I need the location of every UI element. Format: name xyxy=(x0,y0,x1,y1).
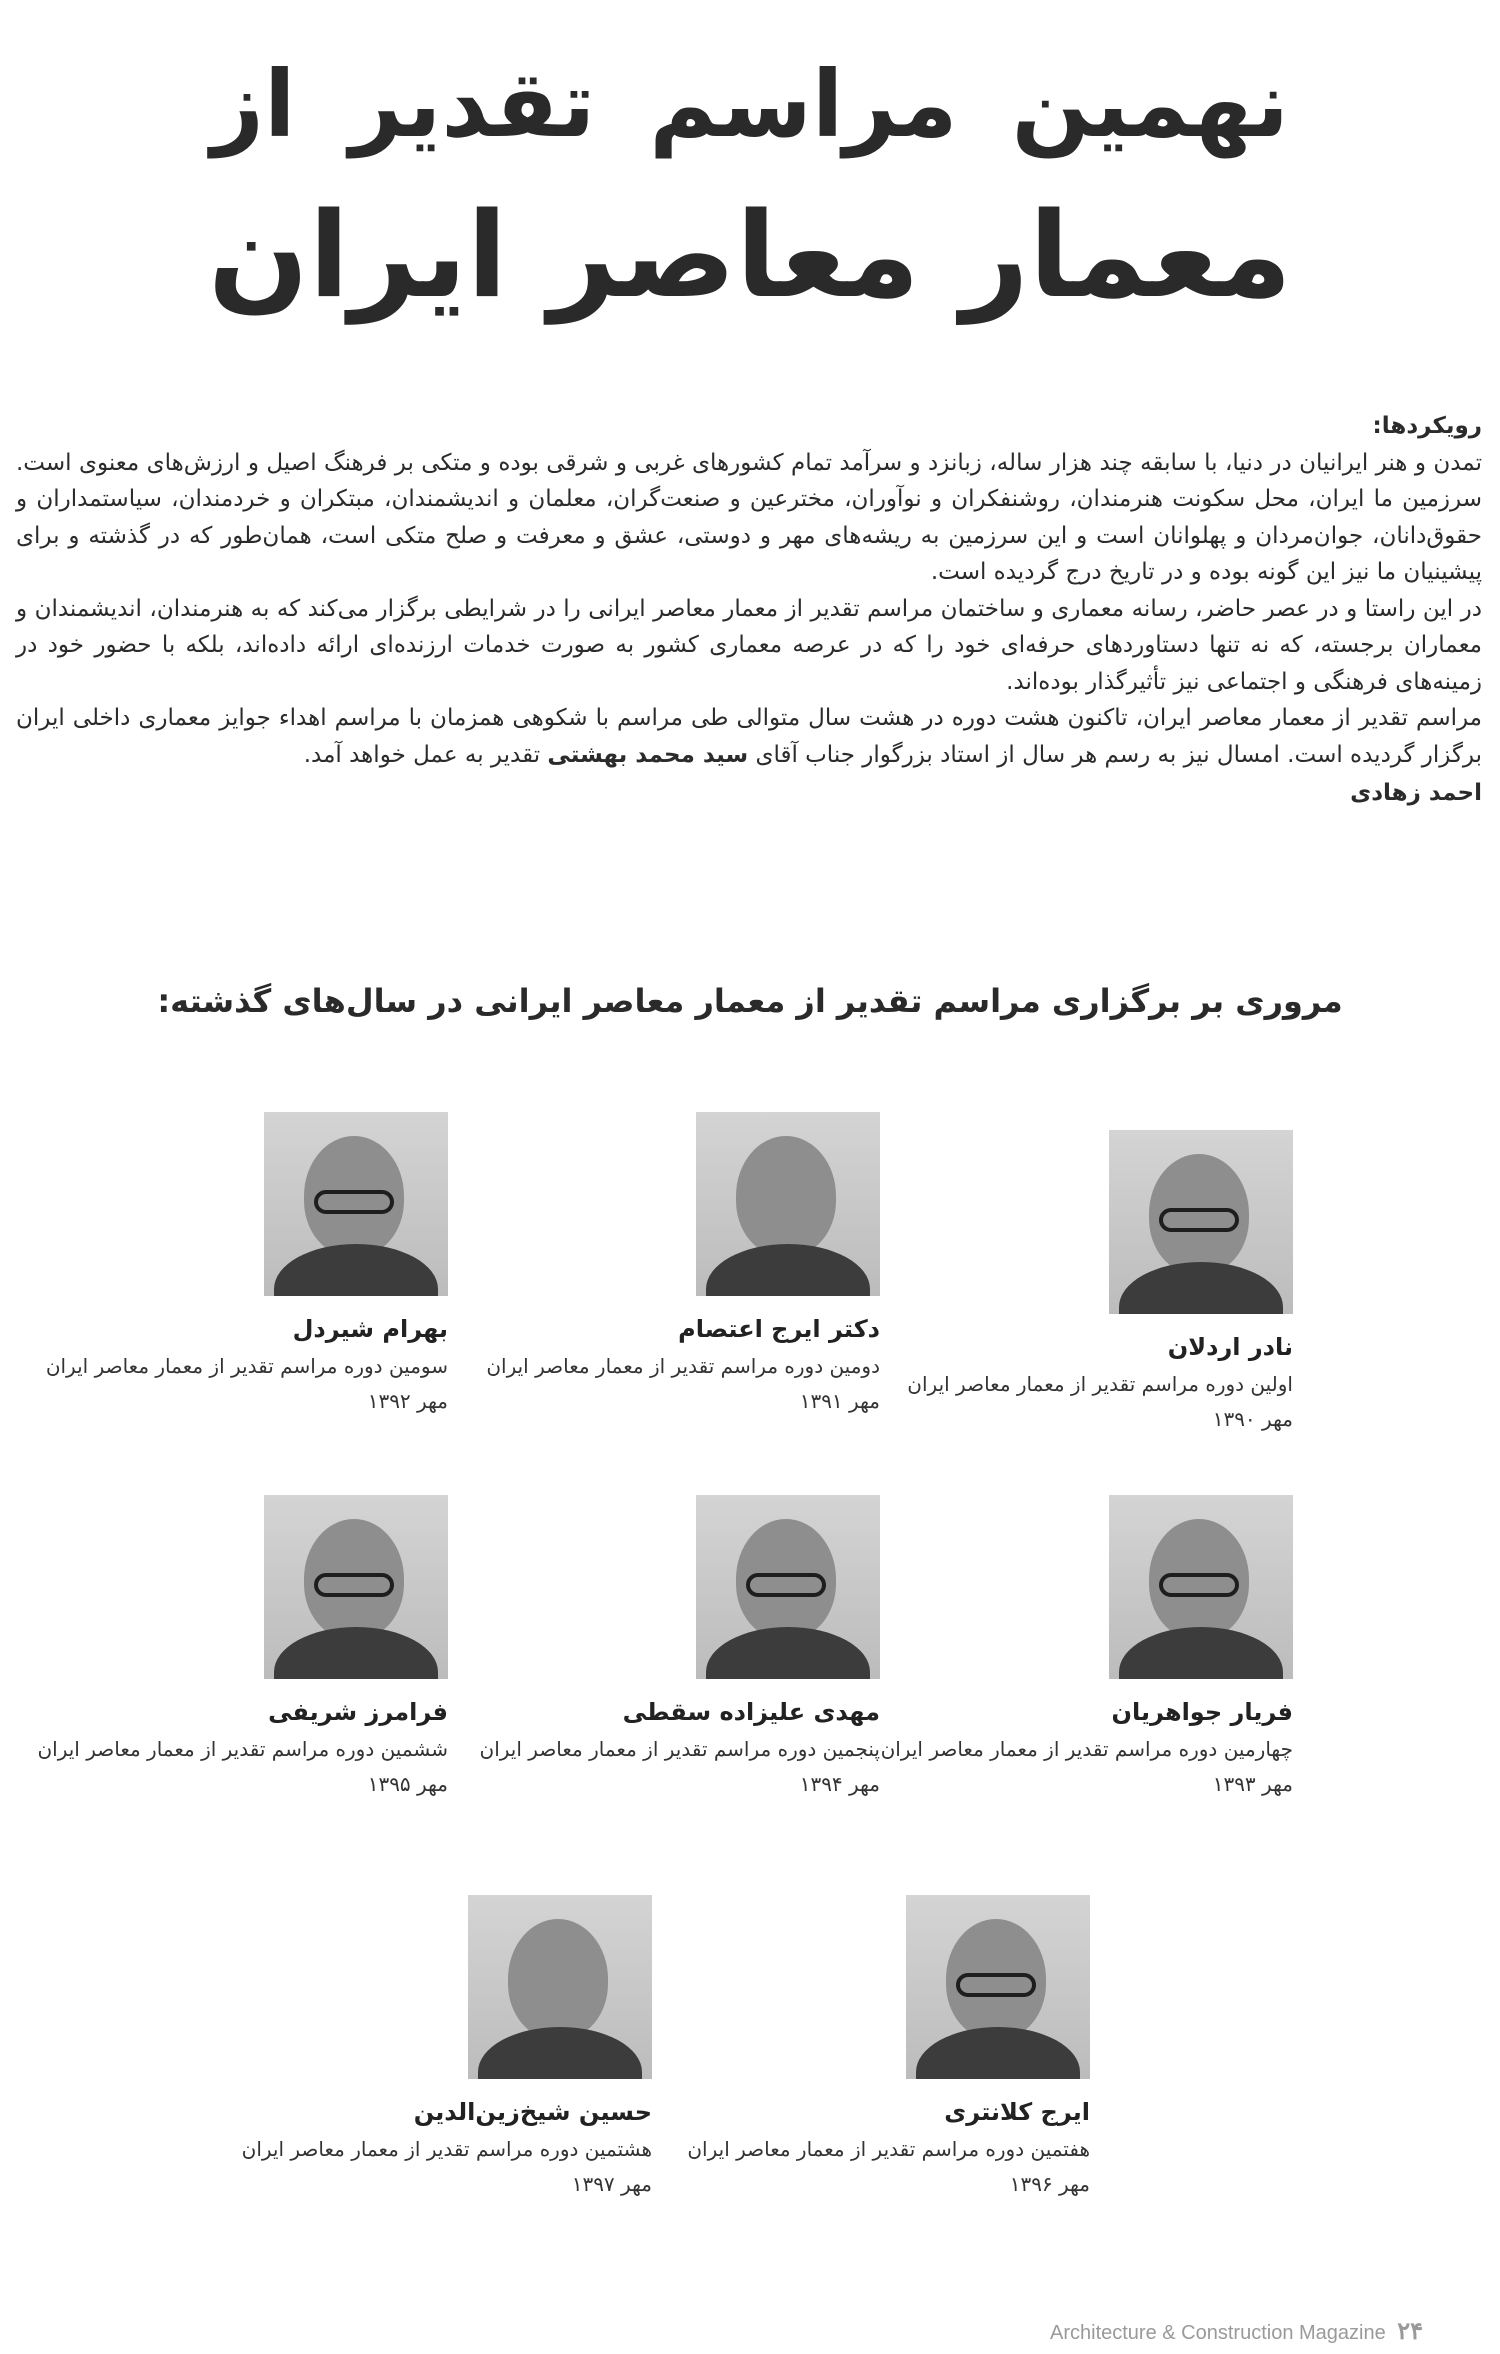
portrait-photo-icon xyxy=(906,1895,1090,2079)
honoree-edition: هفتمین دوره مراسم تقدیر از معمار معاصر ایران xyxy=(687,2137,1090,2161)
honoree-date: مهر ۱۳۹۴ xyxy=(799,1772,880,1796)
honoree-edition: پنجمین دوره مراسم تقدیر از معمار معاصر ایران xyxy=(479,1737,880,1761)
honoree-edition: دومین دوره مراسم تقدیر از معمار معاصر ایران xyxy=(486,1354,880,1378)
portrait-photo-icon xyxy=(1109,1495,1293,1679)
honoree-card xyxy=(687,1895,1090,2201)
intro-paragraph-1: تمدن و هنر ایرانیان در دنیا، با سابقه چند هزار ساله، زبانزد و سرآمد تمام کشورهای غربی و شرقی بوده و متکی بر فرهنگ اصیل و ارزش‌های معنوی است. سرزمین ما ایران، محل سکونت هنرمندان، روشنفکران و نوآوران، مخترعین و صنعت‌گران، معلمان و اندیشمندان، مبتکران و خردمندان، سیاستمداران و حقوق‌دانان، جوان‌مردان و پهلوانان است و این سرزمین به ریشه‌های مهر و دوستی، عشق و معرفت و صلح متکی است، همان‌طور که در گذشته و برای پیشینیان ما نیز این گونه بوده و در تاریخ درج گردیده است. xyxy=(16,449,1482,585)
honoree-name: مهدی علیزاده سقطی xyxy=(622,1698,880,1726)
section-title: مروری بر برگزاری مراسم تقدیر از معمار معاصر ایرانی در سال‌های گذشته: xyxy=(157,982,1343,1020)
honoree-card xyxy=(37,1495,448,1801)
intro-paragraph-3 xyxy=(16,700,1482,773)
author-name: احمد زهادی xyxy=(1350,780,1482,806)
honoree-edition: ششمین دوره مراسم تقدیر از معمار معاصر ایران xyxy=(37,1737,448,1761)
honoree-card xyxy=(46,1112,448,1418)
intro-paragraph-2: در این راستا و در عصر حاضر، رسانه معماری و ساختمان مراسم تقدیر از معمار معاصر ایرانی را در شرایطی برگزار می‌کند که به هنرمندان، اندیشمندان و معماران برجسته، که نه تنها دستاوردهای حرفه‌ای خود را که در عرصه معماری کشور به صورت خدمات ارزنده‌ای ارائه داده‌اند، بلکه با حضور خود در زمینه‌های فرهنگی و اجتماعی نیز تأثیرگذار بوده‌اند. xyxy=(16,595,1482,695)
honoree-date: مهر ۱۳۹۵ xyxy=(367,1772,448,1796)
portrait-photo-icon xyxy=(1109,1130,1293,1314)
intro-heading: رویکردها: xyxy=(1372,413,1482,439)
honoree-card xyxy=(881,1495,1293,1801)
honoree-name: دکتر ایرج اعتصام xyxy=(678,1315,880,1343)
honoree-name-highlight: سید محمد بهشتی xyxy=(547,741,749,768)
honoree-edition: هشتمین دوره مراسم تقدیر از معمار معاصر ایران xyxy=(241,2137,652,2161)
honoree-date: مهر ۱۳۹۰ xyxy=(1212,1407,1293,1431)
portrait-photo-icon xyxy=(264,1495,448,1679)
honoree-edition: سومین دوره مراسم تقدیر از معمار معاصر ایران xyxy=(45,1354,448,1378)
page-title-line-2: معمار معاصر ایران xyxy=(208,186,1292,324)
honoree-name: بهرام شیردل xyxy=(292,1315,448,1343)
intro-paragraph-3-start: مراسم تقدیر از معمار معاصر ایران، تاکنون هشت دوره در هشت سال متوالی طی مراسم با شکوهی همزمان با مراسم اهداء جوایز معماری داخلی ایران برگزار گردیده است. امسال نیز به رسم هر سال از استاد بزرگوار جناب آقای xyxy=(16,705,1482,768)
intro-paragraph-3-end: تقدیر به عمل خواهد آمد. xyxy=(303,741,541,768)
honoree-card xyxy=(486,1112,880,1418)
portrait-photo-icon xyxy=(696,1112,880,1296)
honoree-card xyxy=(242,1895,652,2201)
page-number: ۲۴ xyxy=(1397,2318,1424,2345)
honoree-date: مهر ۱۳۹۳ xyxy=(1212,1772,1293,1796)
page-footer xyxy=(1050,2317,1450,2346)
honoree-date: مهر ۱۳۹۷ xyxy=(571,2172,652,2196)
honoree-name: فرامرز شریفی xyxy=(268,1698,448,1726)
intro-section xyxy=(16,408,1482,812)
magazine-name: Architecture & Construction Magazine xyxy=(1050,2322,1386,2344)
honoree-name: ایرج کلانتری xyxy=(944,2098,1090,2126)
honoree-name: نادر اردلان xyxy=(1167,1333,1293,1361)
portrait-photo-icon xyxy=(696,1495,880,1679)
honoree-edition: چهارمین دوره مراسم تقدیر از معمار معاصر ایران xyxy=(880,1737,1293,1761)
honoree-date: مهر ۱۳۹۶ xyxy=(1009,2172,1090,2196)
honoree-name: فریار جواهریان xyxy=(1111,1698,1293,1726)
honoree-name: حسین شیخ‌زین‌الدین xyxy=(413,2098,652,2126)
page-title-line-1: نهمین مراسم تقدیر از xyxy=(211,51,1289,158)
honoree-edition: اولین دوره مراسم تقدیر از معمار معاصر ایران xyxy=(907,1372,1293,1396)
portrait-photo-icon xyxy=(468,1895,652,2079)
honoree-card xyxy=(480,1495,880,1801)
honoree-date: مهر ۱۳۹۲ xyxy=(367,1389,448,1413)
honoree-card xyxy=(907,1130,1293,1436)
honoree-date: مهر ۱۳۹۱ xyxy=(799,1389,880,1413)
portrait-photo-icon xyxy=(264,1112,448,1296)
